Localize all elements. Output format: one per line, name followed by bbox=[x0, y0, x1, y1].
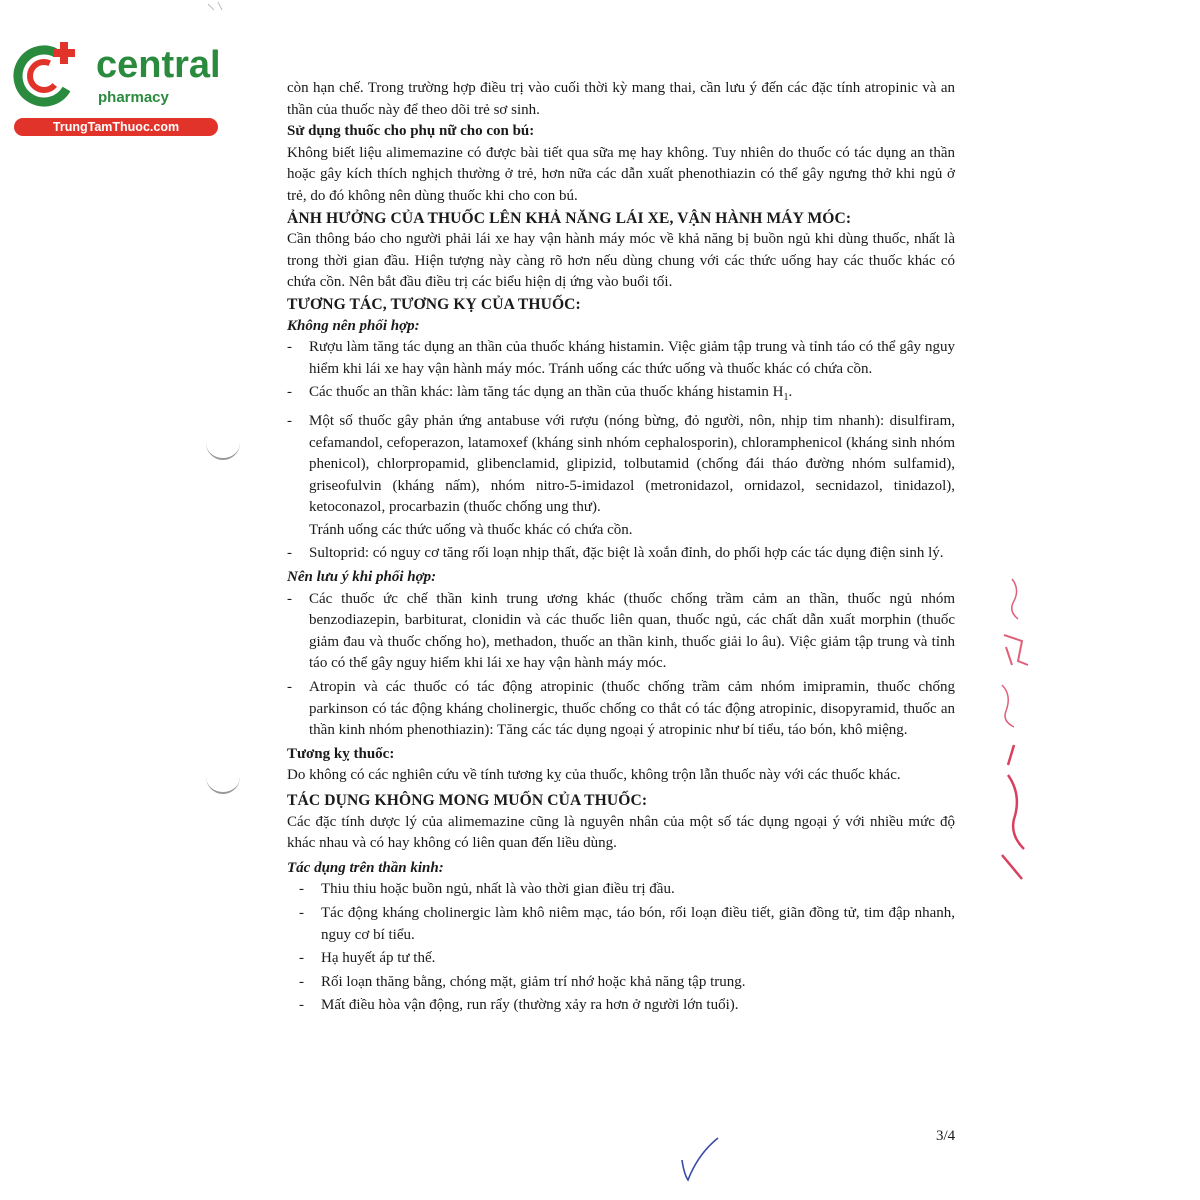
list-item: - Một số thuốc gây phản ứng antabuse với rượu (nóng bừng, đỏ người, nôn, nhịp tim nhanh): disulfiram, cefamandol, cefoperazon, latamoxef (kháng sinh nhóm cephalosporin), chloramphenicol (kháng sinh nhóm phenicol), chlorpropamid, glibenclamid, glipizid, tolbutamid (chống đái tháo đường nhóm sulfamid), griseofulvin (kháng nấm), nhóm nitro-5-imidazol (metronidazol, ornidazol, secnidazol, tinidazol), ketoconazol, procarbazin (thuốc chống ung thư). Tránh uống các thức uống và thuốc khác có chứa cồn. bbox=[287, 411, 955, 542]
not-combine-list bbox=[287, 337, 955, 565]
list-item: - Thiu thiu hoặc buồn ngủ, nhất là vào thời gian điều trị đầu. bbox=[299, 881, 675, 898]
punch-hole-mark bbox=[206, 438, 240, 460]
caution-list bbox=[287, 589, 955, 742]
page-number: 3/4 bbox=[936, 1128, 956, 1144]
list-item: - Sultoprid: có nguy cơ tăng rối loạn nhịp thất, đặc biệt là xoắn đỉnh, do phối hợp các tác dụng điện sinh lý. bbox=[287, 545, 944, 562]
driving-paragraph: Cần thông báo cho người phải lái xe hay vận hành máy móc về khả năng bị buồn ngủ khi dùng thuốc, nhất là trong thời gian đầu. Hiện tượng này càng rõ hơn nếu dùng chung với các thức uống hay các thuốc khác có chứa cồn. Nên bắt đầu điều trị các biểu hiện dị ứng vào buổi tối. bbox=[287, 231, 955, 291]
punch-hole-mark bbox=[206, 772, 240, 794]
document-body bbox=[287, 78, 955, 1019]
scan-mark-icon bbox=[204, 0, 264, 20]
list-item: - Các thuốc ức chế thần kinh trung ương khác (thuốc chống trầm cảm an thần, thuốc ngủ nhóm benzodiazepin, barbiturat, clonidin và các thuốc liên quan, thuốc ngủ, các chất dẫn xuất morphin (thuốc giảm đau và thuốc chống ho), methadon, thuốc an thần kinh, thuốc giải lo âu). Việc giảm tập trung và tỉnh táo có thể gây nguy hiểm khi lái xe hay vận hành máy móc. bbox=[287, 590, 955, 672]
intro-paragraph: còn hạn chế. Trong trường hợp điều trị vào cuối thời kỳ mang thai, cần lưu ý đến các đặc tính atropinic và an thần của thuốc này để theo dõi trẻ sơ sinh. bbox=[287, 80, 955, 118]
central-pharmacy-logo-icon bbox=[10, 38, 82, 110]
neuro-list bbox=[287, 879, 955, 1017]
interactions-heading: TƯƠNG TÁC, TƯƠNG KỴ CỦA THUỐC: bbox=[287, 295, 581, 313]
brand-url[interactable]: TrungTamThuoc.com bbox=[14, 118, 218, 136]
pharmacy-logo bbox=[10, 38, 220, 138]
not-combine-heading: Không nên phối hợp: bbox=[287, 317, 420, 334]
list-item: - Rối loạn thăng bằng, chóng mặt, giảm trí nhớ hoặc khả năng tập trung. bbox=[299, 973, 746, 990]
list-item: - Các thuốc an thần khác: làm tăng tác dụng an thần của thuốc kháng histamin $H_1$. bbox=[287, 384, 793, 404]
list-item: - Hạ huyết áp tư thế. bbox=[299, 950, 436, 967]
incompat-paragraph: Do không có các nghiên cứu về tính tương kỵ của thuốc, không trộn lẫn thuốc này với các thuốc khác. bbox=[287, 767, 901, 784]
adverse-paragraph: Các đặc tính dược lý của alimemazine cũng là nguyên nhân của một số tác dụng ngoại ý với nhiều mức độ khác nhau và có hay không có liên quan đến liều dùng. bbox=[287, 813, 955, 852]
incompat-heading: Tương kỵ thuốc: bbox=[287, 745, 395, 762]
list-item: - Tác động kháng cholinergic làm khô niêm mạc, táo bón, rối loạn điều tiết, giãn đồng tử, tim đập nhanh, nguy cơ bí tiểu. bbox=[299, 904, 955, 943]
neuro-heading: Tác dụng trên thần kinh: bbox=[287, 859, 444, 876]
caution-heading: Nên lưu ý khi phối hợp: bbox=[287, 569, 437, 586]
driving-heading: ẢNH HƯỞNG CỦA THUỐC LÊN KHẢ NĂNG LÁI XE, VẬN HÀNH MÁY MÓC: bbox=[287, 209, 852, 227]
red-stamp-mark-icon bbox=[990, 575, 1036, 885]
adverse-heading: TÁC DỤNG KHÔNG MONG MUỐN CỦA THUỐC: bbox=[287, 792, 648, 809]
list-item: - Atropin và các thuốc có tác động atropinic (thuốc chống trầm cảm nhóm imipramin, thuốc chống parkinson có tác động kháng cholinergic, thuốc chống co thắt có tác động atropinic, disopyramid, thuốc an thần kinh nhóm phenothiazin): Tăng các tác dụng ngoại ý atropinic như bí tiểu, táo bón, khô miệng. bbox=[287, 679, 955, 739]
antabuse-note: Tránh uống các thức uống và thuốc khác có chứa cồn. bbox=[309, 521, 633, 538]
list-item: - Rượu làm tăng tác dụng an thần của thuốc kháng histamin. Việc giảm tập trung và tỉnh táo có thể gây nguy hiểm khi lái xe hay vận hành máy móc. Tránh uống các thức uống và thuốc khác có chứa cồn. bbox=[287, 339, 955, 377]
breastfeeding-heading: Sử dụng thuốc cho phụ nữ cho con bú: bbox=[287, 123, 535, 140]
brand-name: central bbox=[96, 44, 221, 86]
list-item: - Mất điều hòa vận động, run rẩy (thường xảy ra hơn ở người lớn tuổi). bbox=[299, 997, 739, 1014]
brand-tagline: pharmacy bbox=[98, 89, 169, 106]
handwritten-check-icon bbox=[676, 1136, 722, 1186]
breastfeeding-paragraph: Không biết liệu alimemazine có được bài tiết qua sữa mẹ hay không. Tuy nhiên do thuốc có tác dụng an thần hoặc gây kích thích nghịch thường ở trẻ, hơn nữa các dẫn xuất phenothiazin có thể gây ngưng thở khi ngủ ở trẻ, do đó không nên dùng thuốc khi cho con bú. bbox=[287, 144, 955, 204]
